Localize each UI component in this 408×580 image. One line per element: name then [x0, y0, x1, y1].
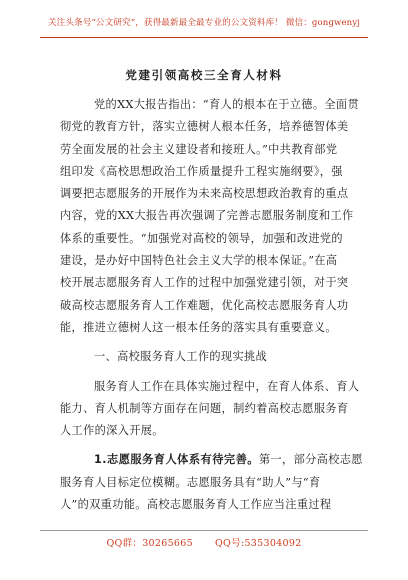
footer-divider — [40, 530, 368, 531]
document-title: 党建引领高校三全育人材料 — [125, 68, 283, 82]
paragraph-line: 党的XX大报告指出：“育人的根本在于立德。全面贯 — [94, 98, 359, 111]
paragraph-line: 人工作的深入开展。 — [60, 424, 164, 438]
paragraph-line: 调要把志愿服务的开展作为未来高校思想政治教育的重点 — [60, 187, 349, 201]
paragraph-line: 建设，是办好中国特色社会主义大学的根本保证。”在高 — [60, 254, 338, 268]
paragraph-line: 校开展志愿服务育人工作的过程中加强党建引领，对于突 — [60, 276, 349, 290]
paragraph-line: 组印发《高校思想政治工作质量提升工程实施纲要》，强 — [60, 164, 343, 178]
section-heading: 一、高校服务育人工作的现实挑战 — [94, 350, 268, 364]
paragraph-line: 能力、育人机制等方面存在问题，制约着高校志愿服务育 — [60, 401, 349, 415]
paragraph-line: 服务育人工作在具体实施过程中，在育人体系、育人 — [94, 379, 360, 393]
document-body — [60, 94, 363, 516]
subheading-bold: 1.志愿服务育人体系有待完善。 — [94, 453, 259, 467]
header-divider — [40, 37, 368, 38]
paragraph-line — [82, 449, 363, 471]
paragraph-line: 服务育人目标定位模糊。志愿服务具有“助人”与“育 — [60, 475, 321, 489]
paragraph-line: 内容，党的XX大报告再次强调了完善志愿服务制度和工作 — [60, 209, 354, 223]
footer-qq-group: QQ群：30265665 — [106, 538, 193, 549]
footer-contact — [0, 535, 408, 549]
paragraph-line: 人”的双重功能。高校志愿服务育人工作应当注重过程 — [60, 498, 332, 512]
paragraph-line: 破高校志愿服务育人工作难题，优化高校志愿服务育人功 — [60, 298, 349, 312]
paragraph-line: 劳全面发展的社会主义建设者和接班人。”中共教育部党 — [60, 142, 338, 156]
paragraph-line: 能，推进立德树人这一根本任务的落实具有重要意义。 — [60, 320, 337, 334]
paragraph-line: 体系的重要性。“加强党对高校的领导，加强和改进党的 — [60, 231, 343, 245]
header-promo-text: 关注头条号“公文研究”，获得最新最全最专业的公文资料库！ 微信：gongwenyj — [47, 18, 361, 28]
footer-qq-number: QQ号:535304092 — [214, 538, 302, 549]
paragraph-text: 第一，部分高校志愿 — [258, 453, 363, 467]
paragraph-line: 彻党的教育方针，落实立德树人根本任务，培养德智体美 — [60, 120, 349, 134]
